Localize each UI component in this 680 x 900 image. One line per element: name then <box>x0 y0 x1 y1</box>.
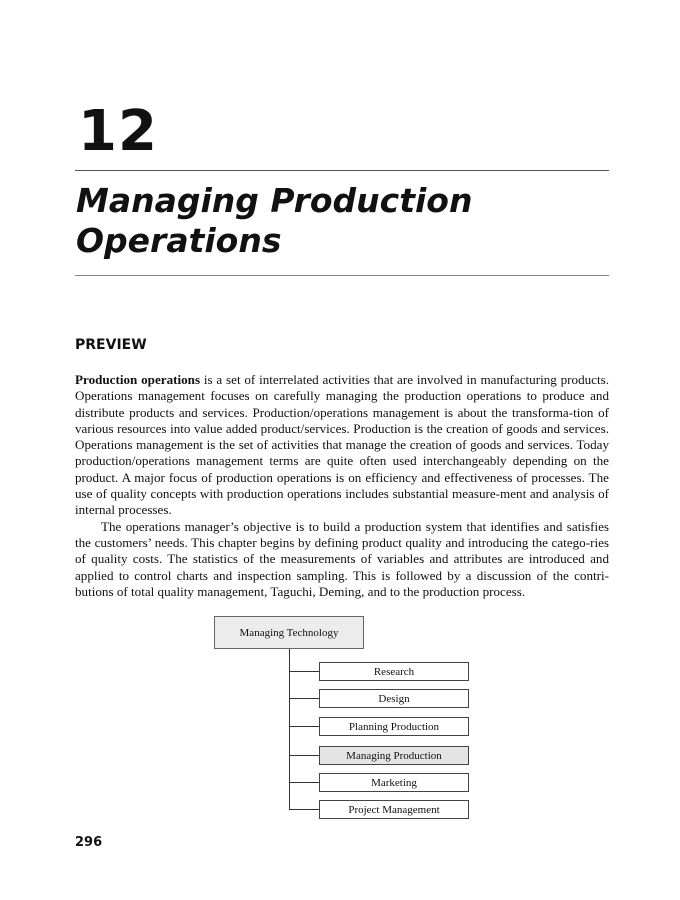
page-number: 296 <box>75 835 103 850</box>
diagram-node-planning-production: Planning Production <box>319 717 469 736</box>
title-bottom-rule <box>75 275 609 276</box>
diagram-trunk-line <box>289 649 290 810</box>
preview-paragraph-1-text: is a set of interrelated activities that are involved in manufacturing products. Operations management focuses on carefully managing the production operations to produce and distribute products and services. Production/operations management is about the transforma-tion of various resources into value added product/services. Production is the creation of goods and services. Operations management is the set of activities that manage the creation of goods and services. Today production/operations management terms are quite often used interchangeably depending on the product. A major focus of production operations is on efficiency and effectiveness of processes. The use of quality concepts with production operations includes substantial measure-ment and analysis of internal processes. <box>75 372 609 518</box>
preview-paragraph-2: The operations manager’s objective is to build a production system that identifies and satisfies the customers’ needs. This chapter begins by defining product quality and introducing the catego-ries of quality costs. The statistics of the measurements of variables and attributes are introduced and applied to control charts and inspection sampling. This is followed by a discussion of the contri-butions of total quality management, Taguchi, Deming, and to the production process. <box>75 518 609 599</box>
diagram-branch-line <box>289 755 319 756</box>
diagram-branch-line <box>289 726 319 727</box>
chapter-title <box>76 181 596 261</box>
diagram-node-marketing: Marketing <box>319 773 469 792</box>
diagram-branch-line <box>289 809 319 810</box>
diagram-node-research: Research <box>319 662 469 681</box>
chapter-number: 12 <box>78 99 158 164</box>
diagram-branch-line <box>289 782 319 783</box>
title-top-rule <box>75 170 609 171</box>
diagram-node-project-management: Project Management <box>319 800 469 819</box>
chapter-title-line-2: Operations <box>76 221 282 260</box>
diagram-node-design: Design <box>319 689 469 708</box>
diagram-node-managing-production: Managing Production <box>319 746 469 765</box>
diagram-root-managing-technology: Managing Technology <box>214 616 364 649</box>
preview-body <box>75 372 609 600</box>
preview-paragraph-1 <box>75 372 609 519</box>
chapter-title-line-1: Managing Production <box>76 181 473 220</box>
preview-paragraph-1-lead: Production operations <box>75 372 201 387</box>
diagram-branch-line <box>289 671 319 672</box>
preview-heading: PREVIEW <box>75 337 147 353</box>
diagram-branch-line <box>289 698 319 699</box>
